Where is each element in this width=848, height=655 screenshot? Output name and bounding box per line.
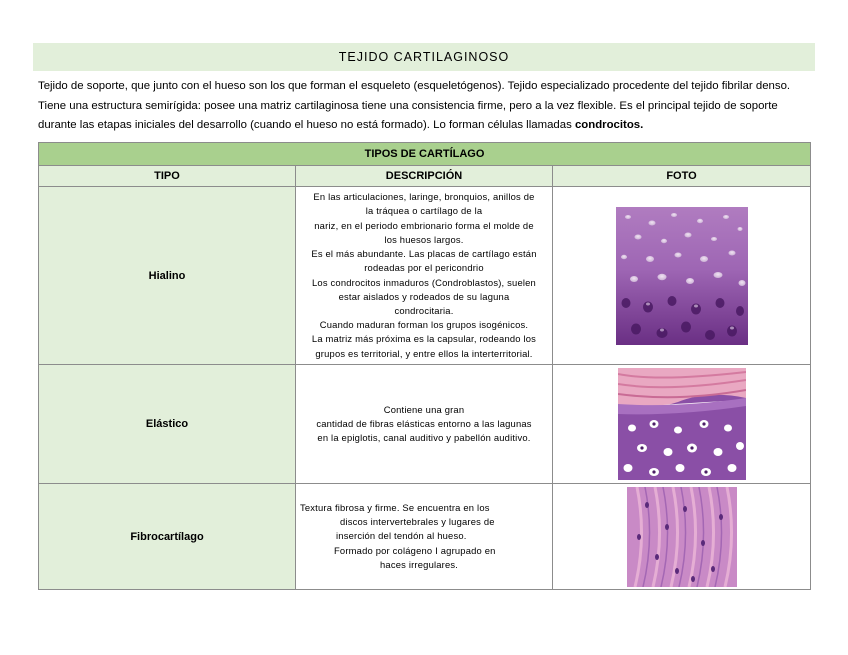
table-row (39, 484, 811, 590)
cartilage-types-table (38, 142, 811, 590)
row-description (296, 187, 553, 365)
desc-line: Contiene una gran (383, 403, 465, 415)
fibrocartilage-micrograph-icon (627, 487, 737, 587)
desc-line: Los condrocitos inmaduros (Condroblastos), suelen (312, 276, 536, 288)
page-title: TEJIDO CARTILAGINOSO (338, 50, 510, 64)
header-tipo: TIPO (39, 166, 296, 187)
desc-line: rodeadas por el pericondrio (364, 262, 484, 274)
desc-line: nariz, en el periodo embrionario forma el molde de (314, 219, 534, 231)
desc-line: en la epiglotis, canal auditivo y pabellón auditivo. (317, 432, 531, 444)
hyaline-cartilage-micrograph-icon (616, 207, 748, 345)
row-type-label: Hialino (39, 187, 296, 365)
table-title: TIPOS DE CARTÍLAGO (39, 143, 811, 166)
desc-line: En las articulaciones, laringe, bronquios, anillos de (313, 191, 535, 203)
desc-line: Es el más abundante. Las placas de cartílago están (311, 248, 537, 260)
table-row (39, 365, 811, 484)
page-title-bar (33, 43, 815, 71)
elastic-cartilage-micrograph-icon (618, 368, 746, 480)
row-description (296, 365, 553, 484)
desc-line: estar aislados y rodeados de su laguna (338, 290, 510, 302)
intro-bold-term: condrocitos. (574, 119, 644, 131)
desc-line: grupos es territorial, y entre ellos la interterritorial. (315, 347, 533, 359)
desc-line: la tráquea o cartílago de la (365, 205, 483, 217)
row-description (296, 484, 553, 590)
table-row (39, 187, 811, 365)
desc-line: Formado por colágeno I agrupado en (334, 544, 496, 556)
row-type-label: Fibrocartílago (39, 484, 296, 590)
desc-line: haces irregulares. (380, 558, 459, 570)
intro-paragraph (38, 77, 808, 136)
intro-text: Tejido de soporte, que junto con el hueso son los que forman el esqueleto (esqueletógenos). Tejido especializado procedente del tejido fibrilar denso. Tiene una estructura semirígida: posee una matriz cartilaginosa tiene una consistencia firme, pero a la vez flexible. Es el principal tejido de soporte durante las etapas iniciales del desarrollo (cuando el hueso no está formado). Lo forman células llamadas (38, 80, 791, 131)
desc-line: condrocitaria. (394, 304, 454, 316)
desc-line: Cuando maduran forman los grupos isogénicos. (319, 319, 529, 331)
header-foto: FOTO (553, 166, 811, 187)
desc-line: discos intervertebrales y lugares de (340, 516, 495, 528)
desc-line: los huesos largos. (384, 233, 464, 245)
row-photo-cell (553, 187, 811, 365)
row-type-label: Elástico (39, 365, 296, 484)
header-descripcion: DESCRIPCIÓN (296, 166, 553, 187)
desc-line: cantidad de fibras elásticas entorno a las lagunas (316, 417, 532, 429)
row-photo-cell (553, 365, 811, 484)
row-photo-cell (553, 484, 811, 590)
desc-line: inserción del tendón al hueso. (336, 530, 467, 542)
desc-line: La matriz más próxima es la capsular, rodeando los (311, 333, 537, 345)
desc-line: Textura fibrosa y firme. Se encuentra en los (300, 501, 490, 513)
